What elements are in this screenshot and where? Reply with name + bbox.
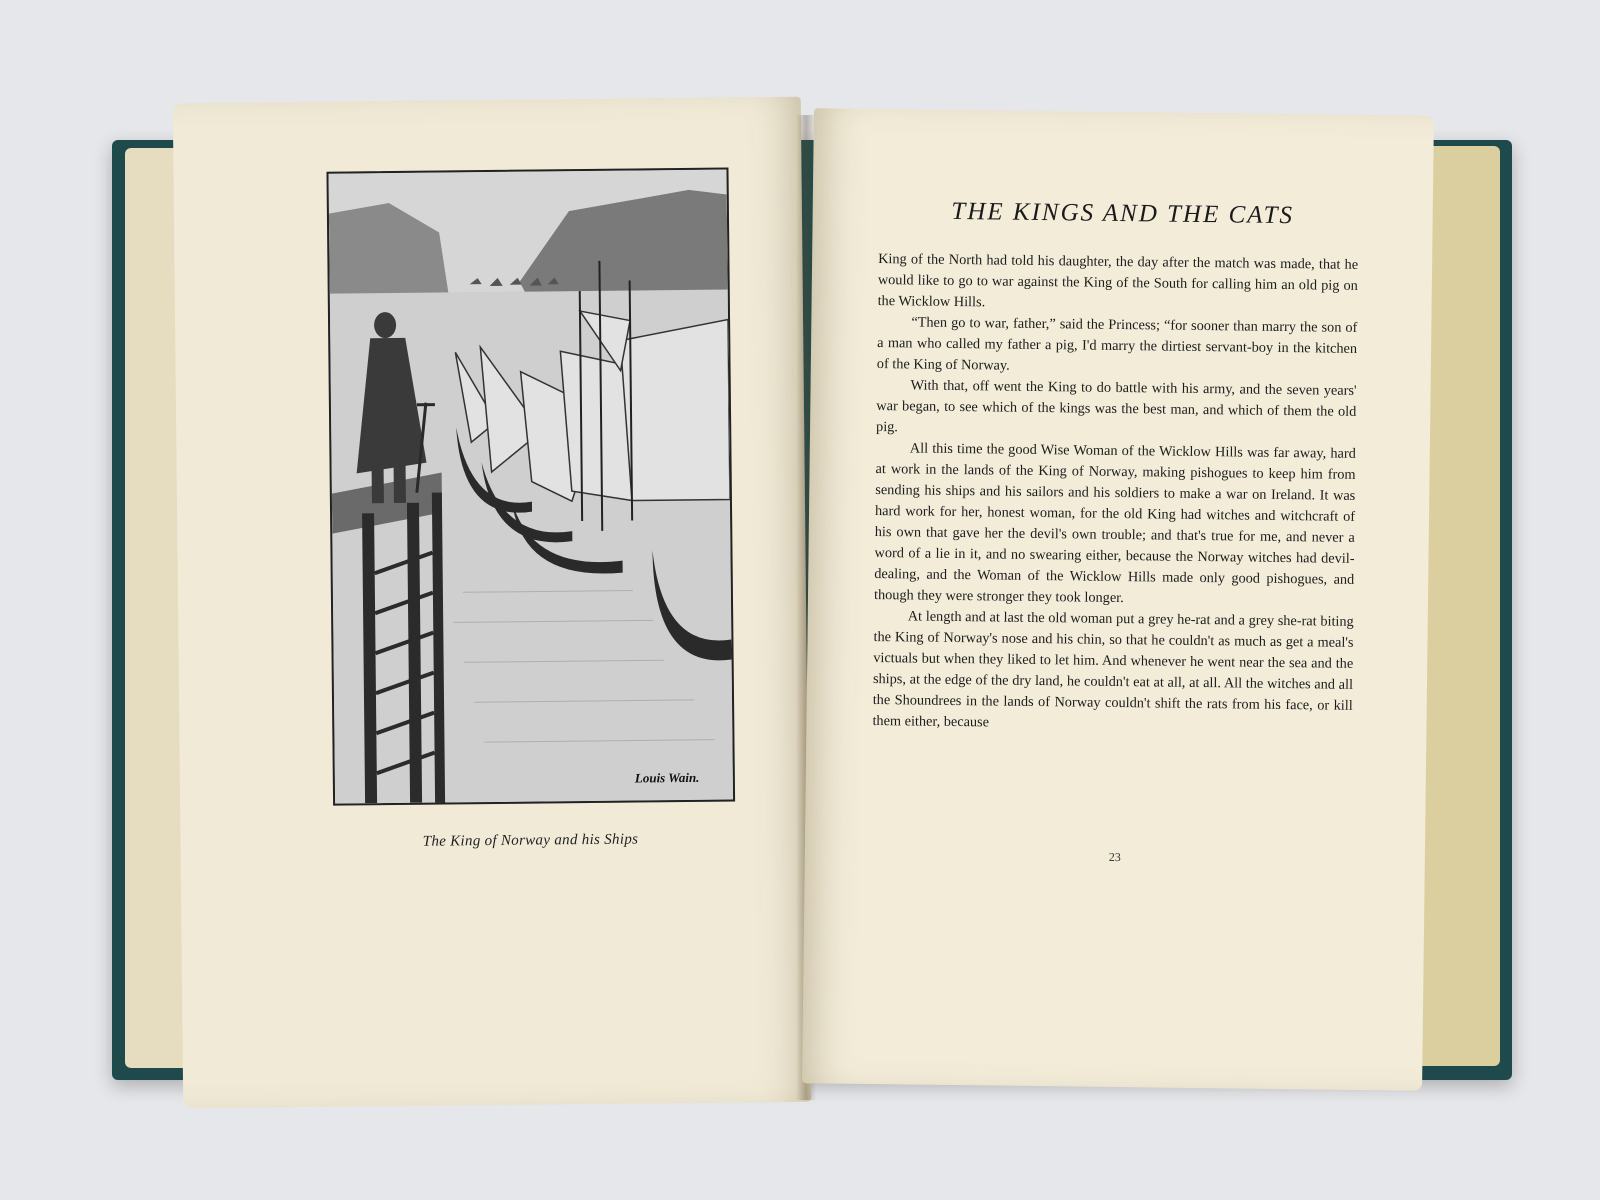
left-page [173,97,811,1109]
page-number: 23 [1108,849,1121,865]
illustration-king-and-ships [329,170,734,804]
illustration-plate [326,168,735,806]
chapter-heading: THE KINGS AND THE CATS [951,197,1295,230]
paragraph: With that, off went the King to do battle with his army, and the seven years' war began, to see which of the kings was the best man, and which of them the old pig. [875,377,1357,436]
right-page [802,108,1434,1091]
illustration-caption: The King of Norway and his Ships [422,831,639,850]
paragraph: At length and at last the old woman put a grey he-rat and a grey she-rat biting the King of Norway's nose and his chin, so that he couldn't as much as get a meal's victuals but when they liked to let him. And whenever he went near the sea and the ships, at the edge of the dry land, he couldn't eat at all, at all. All the witches and all the Shoundrees in the lands of Norway couldn't shift the rats from his face, or kill them either, because [872,608,1354,731]
paragraph: “Then go to war, father,” said the Princess; “for sooner than marry the son of a man who called my father a pig, I'd marry the dirtiest servant-boy in the kitchen of the King of Norway. [876,314,1358,374]
body-text [872,249,1358,738]
svg-text:Louis Wain.: Louis Wain. [634,769,700,786]
paragraph: All this time the good Wise Woman of the Wicklow Hills was far away, hard at work in the lands of the King of Norway, making pishogues to keep him from sending his ships and his sailors and his soldiers to make a war on Ireland. It was hard work for her, honest woman, for the old King had witches and witchcraft of his own that gave her the devil's own trouble; and that's true for me, and never a word of a lie in it, and no swearing either, because the Norway witches had devil-dealing, and the Woman of the Wicklow Hills made only good pishogues, and though they were stronger they took longer. [873,440,1356,607]
paragraph: King of the North had told his daughter, the day after the match was made, that he would like to go to war against the King of the South for calling him an old pig on the Wicklow Hills. [877,251,1359,311]
